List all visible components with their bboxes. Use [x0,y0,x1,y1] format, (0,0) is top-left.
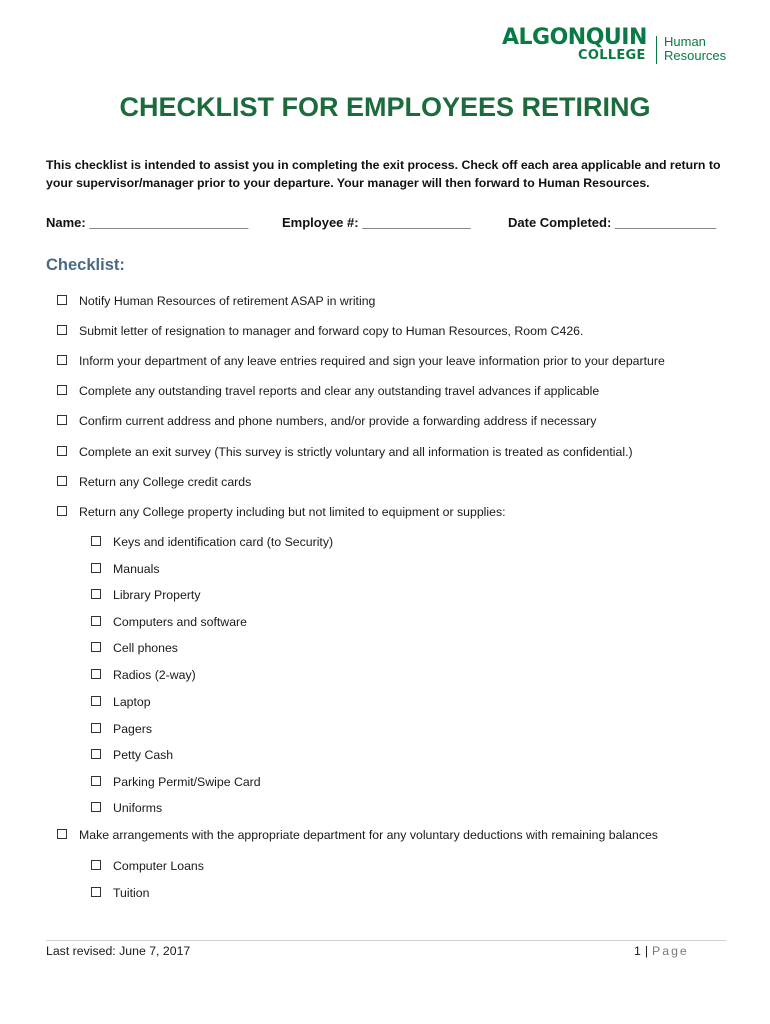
page-number-separator: | [644,944,649,958]
property-item-label: Laptop [113,695,151,709]
intro-line-1: This checklist is intended to assist you in completing the exit process. Check off each area applicable and return to [46,158,721,172]
checkbox-icon[interactable] [91,616,101,626]
checkbox-icon[interactable] [91,589,101,599]
checklist-item[interactable] [57,505,506,519]
checklist-item-label: Complete any outstanding travel reports and clear any outstanding travel advances if applicable [79,384,600,398]
checkbox-icon[interactable] [57,385,67,395]
page-label: Page [652,944,689,958]
property-item-label: Radios (2-way) [113,668,196,682]
checklist-item[interactable] [57,475,251,489]
checklist-item[interactable] [57,414,596,428]
checklist-item[interactable] [57,384,599,398]
checklist-item[interactable] [57,294,375,308]
checkbox-icon[interactable] [91,749,101,759]
property-item[interactable] [91,668,196,682]
intro-paragraph [46,156,726,192]
algonquin-college-logo [500,26,740,68]
checkbox-icon[interactable] [57,476,67,486]
property-item-label: Keys and identification card (to Security) [113,535,334,549]
checklist-heading: Checklist: [46,256,125,274]
checklist-item[interactable] [57,354,665,368]
checklist-item-label: Confirm current address and phone numbers, and/or provide a forwarding address if necessary [79,414,597,428]
checklist-item-label: Return any College credit cards [79,475,252,489]
property-item-label: Parking Permit/Swipe Card [113,775,261,789]
checkbox-icon[interactable] [91,860,101,870]
last-revised: Last revised: June 7, 2017 [46,944,191,958]
checkbox-icon[interactable] [57,295,67,305]
checkbox-icon[interactable] [91,669,101,679]
date-completed-field[interactable]: Date Completed: ______________ [508,215,717,230]
checklist-item-label: Submit letter of resignation to manager and forward copy to Human Resources, Room C426. [79,324,584,338]
page-number [634,944,689,958]
checkbox-icon[interactable] [57,506,67,516]
logo-wordmark: ALGONQUIN [502,25,647,50]
property-item[interactable] [91,562,159,576]
checklist-item[interactable] [57,324,583,338]
deduction-item-label: Computer Loans [113,859,204,873]
deduction-item[interactable] [91,859,204,873]
checklist-item[interactable] [57,828,658,842]
logo-department-line1: Human [664,34,706,49]
property-item[interactable] [91,641,178,655]
page-number-value: 1 [634,944,641,958]
checklist-item[interactable] [57,445,633,459]
checkbox-icon[interactable] [91,642,101,652]
checkbox-icon[interactable] [91,536,101,546]
footer-divider [46,940,726,941]
checkbox-icon[interactable] [57,355,67,365]
deduction-item[interactable] [91,886,149,900]
property-item-label: Library Property [113,588,201,602]
checkbox-icon[interactable] [57,325,67,335]
checkbox-icon[interactable] [57,829,67,839]
property-item-label: Petty Cash [113,748,174,762]
checklist-item-label: Notify Human Resources of retirement ASAP in writing [79,294,376,308]
checkbox-icon[interactable] [91,887,101,897]
property-item[interactable] [91,615,247,629]
property-item-label: Uniforms [113,801,163,815]
intro-line-2: your supervisor/manager prior to your departure. Your manager will then forward to Human Resources. [46,176,650,190]
checkbox-icon[interactable] [91,802,101,812]
logo-college: COLLEGE [578,48,646,63]
checkbox-icon[interactable] [91,563,101,573]
property-item[interactable] [91,775,261,789]
name-field[interactable]: Name: ______________________ [46,215,249,230]
property-item[interactable] [91,695,151,709]
page-title: CHECKLIST FOR EMPLOYEES RETIRING [119,92,651,122]
property-item[interactable] [91,588,200,602]
property-item-label: Cell phones [113,641,178,655]
checkbox-icon[interactable] [91,723,101,733]
property-item-label: Manuals [113,562,160,576]
property-item-label: Pagers [113,722,152,736]
checkbox-icon[interactable] [91,776,101,786]
logo-divider [656,36,657,64]
property-item-label: Computers and software [113,615,247,629]
deduction-item-label: Tuition [113,886,150,900]
property-item[interactable] [91,535,333,549]
property-item[interactable] [91,722,152,736]
checklist-item-label: Complete an exit survey (This survey is strictly voluntary and all information is treated as confidential.) [79,445,633,459]
checklist-item-label: Inform your department of any leave entries required and sign your leave information prior to your departure [79,354,665,368]
logo-department-line2: Resources [664,48,727,63]
checkbox-icon[interactable] [57,446,67,456]
checkbox-icon[interactable] [91,696,101,706]
property-item[interactable] [91,748,173,762]
checkbox-icon[interactable] [57,415,67,425]
employee-number-field[interactable]: Employee #: _______________ [282,215,471,230]
checklist-item-label: Make arrangements with the appropriate department for any voluntary deductions with remaining balances [79,828,658,842]
logo-department [664,35,726,63]
checklist-item-label: Return any College property including but not limited to equipment or supplies: [79,505,506,519]
property-item[interactable] [91,801,162,815]
